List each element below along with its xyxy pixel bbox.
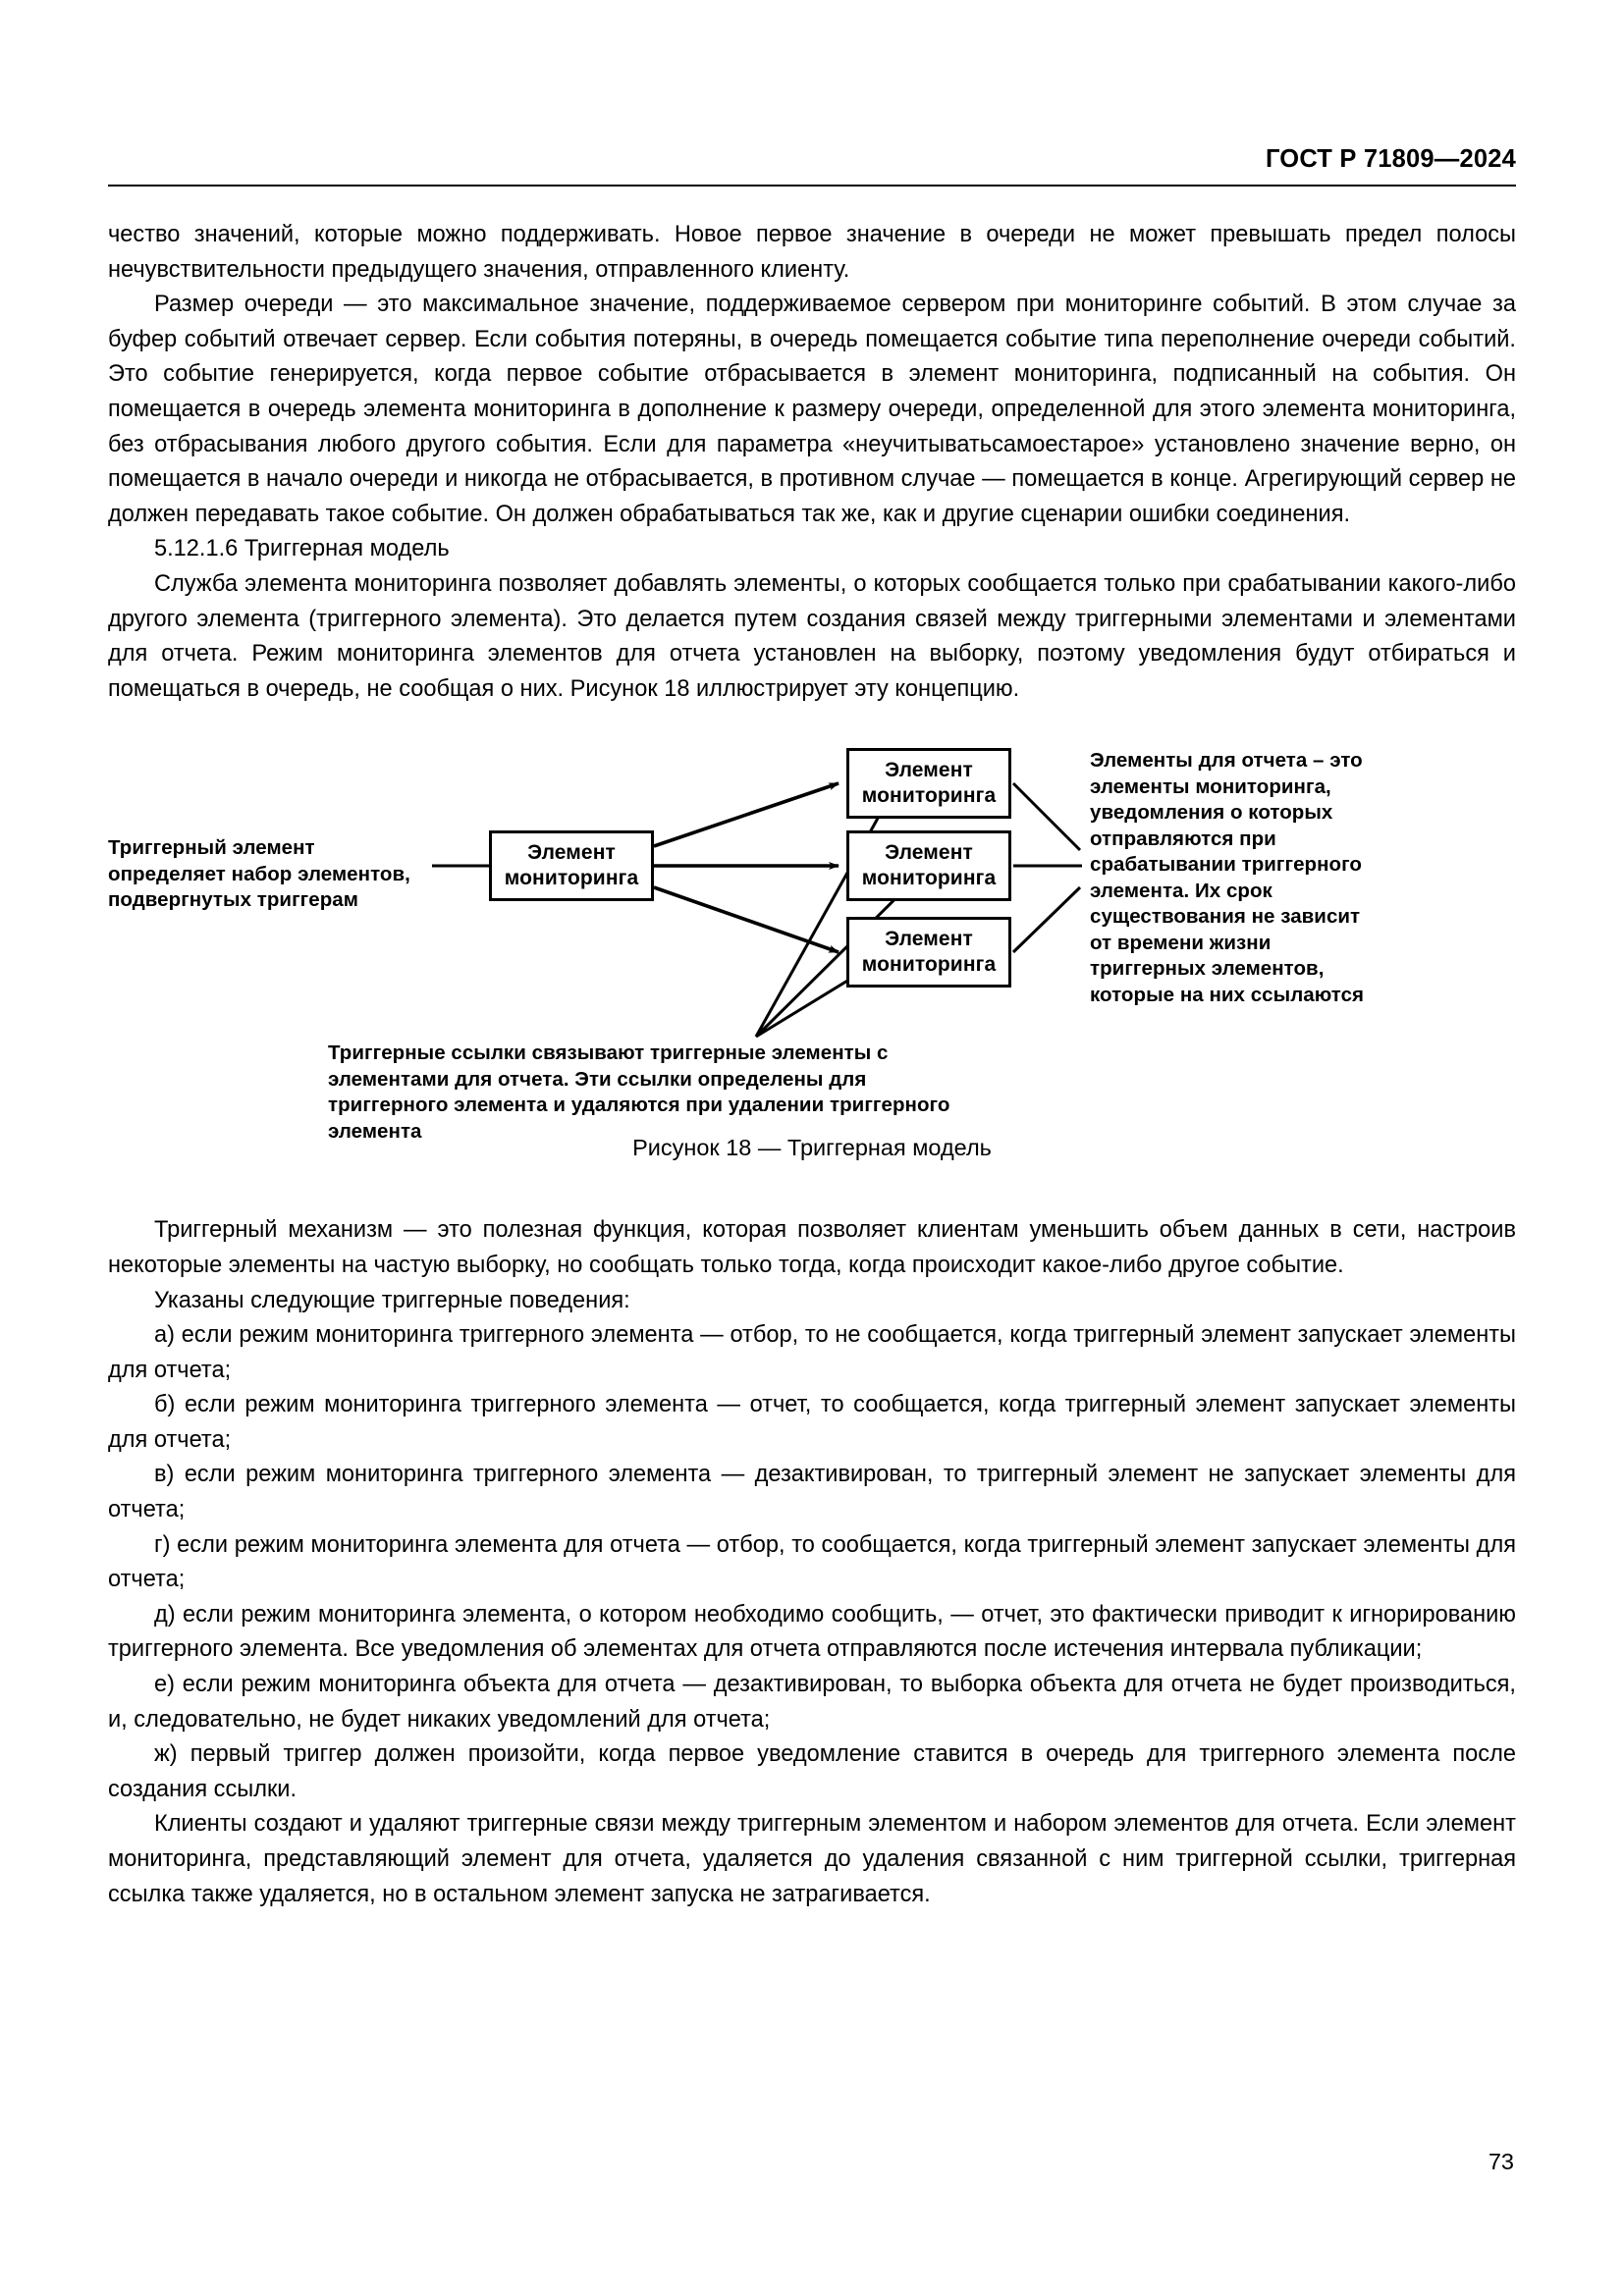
list-item: ж) первый триггер должен произойти, когда первое уведомление ставится в очередь для триггерного элемента после создания ссылки. (108, 1741, 1516, 1802)
header-divider (108, 185, 1516, 187)
list-item: д) если режим мониторинга элемента, о котором необходимо сообщить, — отчет, это фактически приводит к игнорированию триггерного элемента. Все уведомления об элементах для отчета отправляются после истечения интервала публикации; (108, 1601, 1516, 1663)
report-item-box-3 (846, 917, 1011, 988)
report-item-box-1-line-1: Элемент (885, 759, 973, 782)
right-annotation-line-8: времени жизни триггерных (1090, 931, 1272, 981)
report-item-box-3-line-2: мониторинга (861, 953, 997, 977)
right-annotation-line-3: уведомления о которых (1090, 801, 1333, 825)
right-annotation-line-4: отправляются при (1090, 827, 1276, 850)
bottom-annotation-line-3: триггерного элемента и удаляются при удалении (328, 1094, 825, 1117)
page-header-standard-number: ГОСТ Р 71809—2024 (1265, 145, 1516, 173)
report-item-box-2-line-1: Элемент (885, 841, 973, 865)
left-annotation-line-3: подвергнутых триггерам (108, 888, 358, 912)
right-annotation-line-5: срабатывании триггерного (1090, 853, 1363, 877)
list-item: е) если режим мониторинга объекта для отчета — дезактивирован, то выборка объекта для отчета не будет производиться, и, следовательно, не будет никаких уведомлений для отчета; (108, 1672, 1516, 1733)
figure-right-annotation (1090, 748, 1384, 1008)
clause-heading: 5.12.1.6 Триггерная модель (154, 536, 450, 562)
report-item-box-1 (846, 748, 1011, 819)
right-annotation-line-1: Элементы для отчета – это (1090, 749, 1363, 773)
list-item: в) если режим мониторинга триггерного элемента — дезактивирован, то триггерный элемент не запускает элементы для отчета; (108, 1462, 1516, 1523)
list-item: г) если режим мониторинга элемента для отчета — отбор, то сообщается, когда триггерный элемент запускает элементы для отчета; (108, 1531, 1516, 1593)
paragraph: Триггерный механизм — это полезная функция, которая позволяет клиентам уменьшить объем данных в сети, настроив некоторые элементы на частую выборку, но сообщать только тогда, когда происходит какое-либо другое событие. (108, 1217, 1516, 1278)
figure-18-trigger-model (108, 721, 1516, 1192)
report-item-box-3-line-1: Элемент (885, 928, 973, 951)
page-number: 73 (1488, 2149, 1514, 2174)
list-item: б) если режим мониторинга триггерного элемента — отчет, то сообщается, когда триггерный элемент запускает элементы для отчета; (108, 1392, 1516, 1453)
left-annotation-line-2: определяет набор элементов, (108, 862, 410, 885)
right-annotation-line-10: ссылаются (1250, 983, 1365, 1006)
list-item: а) если режим мониторинга триггерного элемента — отбор, то не сообщается, когда триггерный элемент запускает элементы для отчета; (108, 1322, 1516, 1383)
page-content (108, 218, 1516, 1912)
bottom-annotation-line-1: Триггерные ссылки связывают триггерные элементы (328, 1041, 872, 1065)
figure-caption: Рисунок 18 — Триггерная модель (632, 1135, 992, 1161)
right-annotation-line-6: элемента. Их срок (1090, 879, 1272, 902)
paragraph: Служба элемента мониторинга позволяет добавлять элементы, о которых сообщается только при срабатывании какого-либо другого элемента (триггерного элемента). Это делается путем создания связей между триггерными элементами и элементами для отчета. Режим мониторинга элементов для отчета установлен на выборку, поэтому уведомления будут отбираться и помещаться в очередь, не сообщая о них. Рисунок 18 иллюстрирует эту концепцию. (108, 570, 1516, 702)
paragraph: Указаны следующие триггерные поведения: (154, 1287, 630, 1313)
trigger-item-box-line-1: Элемент (527, 841, 616, 865)
figure-bottom-annotation (328, 1041, 956, 1145)
bottom-annotation-line-4: триггерного элемента (328, 1094, 950, 1143)
right-annotation-line-2: элементы мониторинга, (1090, 774, 1331, 798)
figure-left-annotation (108, 835, 432, 914)
report-item-box-1-line-2: мониторинга (861, 784, 997, 808)
report-item-box-2-line-2: мониторинга (861, 867, 997, 890)
trigger-item-box (489, 830, 654, 901)
paragraph: Клиенты создают и удаляют триггерные связи между триггерным элементом и набором элементов для отчета. Если элемент мониторинга, представляющий элемент для отчета, удаляется до удаления связанной с ним триггерной ссылки, триггерная ссылка также удаляется, но в остальном элемент запуска не затрагивается. (108, 1811, 1516, 1907)
left-annotation-line-1: Триггерный элемент (108, 836, 315, 860)
paragraph: Размер очереди — это максимальное значение, поддерживаемое сервером при мониторинге событий. В этом случае за буфер событий отвечает сервер. Если события потеряны, в очередь помещается событие типа переполнение очереди событий. Это событие генерируется, когда первое событие отбрасывается в элемент мониторинга, подписанный на события. Он помещается в очередь элемента мониторинга в дополнение к размеру очереди, определенной для этого элемента мониторинга, без отбрасывания любого другого события. Если для параметра «неучитыватьсамоестарое» установлено значение верно, он помещается в начало очереди и никогда не отбрасывается, в противном случае — помещается в конце. Агрегирующий сервер не должен передавать такое событие. Он должен обрабатываться так же, как и другие сценарии ошибки соединения. (108, 292, 1516, 527)
right-annotation-line-7: существования не зависит от (1090, 905, 1361, 954)
right-annotation-line-9: элементов, которые на них (1090, 957, 1325, 1006)
trigger-item-box-line-2: мониторинга (504, 867, 639, 890)
bottom-annotation-line-2: с элементами для отчета. Эти ссылки определены для (328, 1041, 889, 1091)
report-item-box-2 (846, 830, 1011, 901)
paragraph: чество значений, которые можно поддерживать. Новое первое значение в очереди не может превышать предел полосы нечувствительности предыдущего значения, отправленного клиенту. (108, 222, 1516, 283)
